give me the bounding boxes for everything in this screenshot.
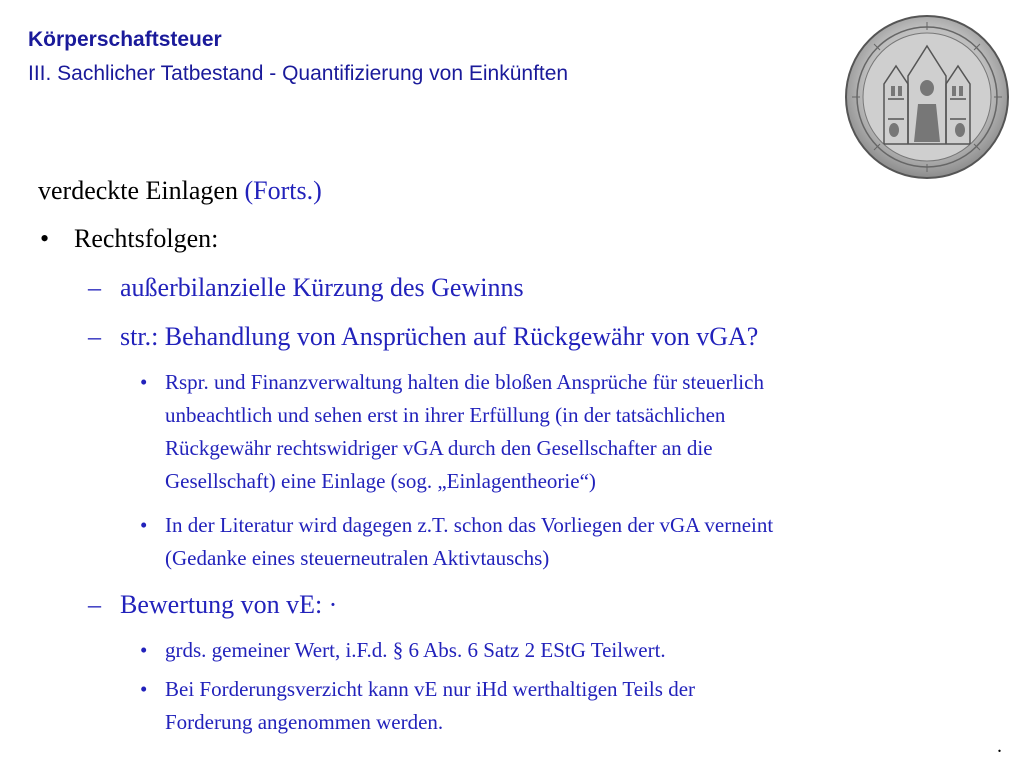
sub-item-kuerzung: außerbilanzielle Kürzung des Gewinns: [120, 273, 524, 302]
point-literatur-line: In der Literatur wird dagegen z.T. schon das Vorliegen der vGA verneint: [165, 513, 774, 537]
bullet-rechtsfolgen: Rechtsfolgen:: [74, 224, 219, 253]
section-heading-text: verdeckte Einlagen: [38, 176, 238, 205]
dash-marker: –: [88, 590, 101, 619]
bullet-marker: •: [140, 677, 148, 701]
bullet-marker: •: [140, 513, 148, 537]
sub-item-rueckgewaehr: str.: Behandlung von Ansprüchen auf Rückgewähr von vGA?: [120, 322, 759, 351]
bullet-marker: •: [40, 224, 50, 253]
sub-item-bewertung: Bewertung von vE: ·: [120, 590, 338, 619]
point-rspr-line: Rspr. und Finanzverwaltung halten die bloßen Ansprüche für steuerlich: [165, 370, 764, 394]
point-gemeiner-wert: grds. gemeiner Wert, i.F.d. § 6 Abs. 6 Satz 2 EStG Teilwert.: [165, 638, 666, 662]
slide-subtitle: III. Sachlicher Tatbestand - Quantifizierung von Einkünften: [28, 62, 569, 85]
bullet-marker: •: [140, 370, 148, 394]
point-rspr-line: Rückgewähr rechtswidriger vGA durch den Gesellschafter an die: [165, 436, 713, 460]
section-heading: [38, 176, 322, 206]
dash-marker: –: [88, 322, 101, 351]
bullet-marker: •: [140, 638, 148, 662]
point-forderungsverzicht-line: Bei Forderungsverzicht kann vE nur iHd werthaltigen Teils der: [165, 677, 696, 701]
point-rspr-line: unbeachtlich und sehen erst in ihrer Erfüllung (in der tatsächlichen: [165, 403, 726, 427]
section-heading-suffix: (Forts.): [244, 176, 322, 205]
point-rspr-line: Gesellschaft) eine Einlage (sog. „Einlagentheorie“): [165, 469, 596, 493]
trailing-mark: .: [997, 735, 1002, 757]
point-forderungsverzicht-line: Forderung angenommen werden.: [165, 710, 444, 734]
point-literatur-line: (Gedanke eines steuerneutralen Aktivtauschs): [165, 546, 550, 570]
slide-title: Körperschaftsteuer: [28, 28, 222, 51]
dash-marker: –: [88, 273, 101, 302]
